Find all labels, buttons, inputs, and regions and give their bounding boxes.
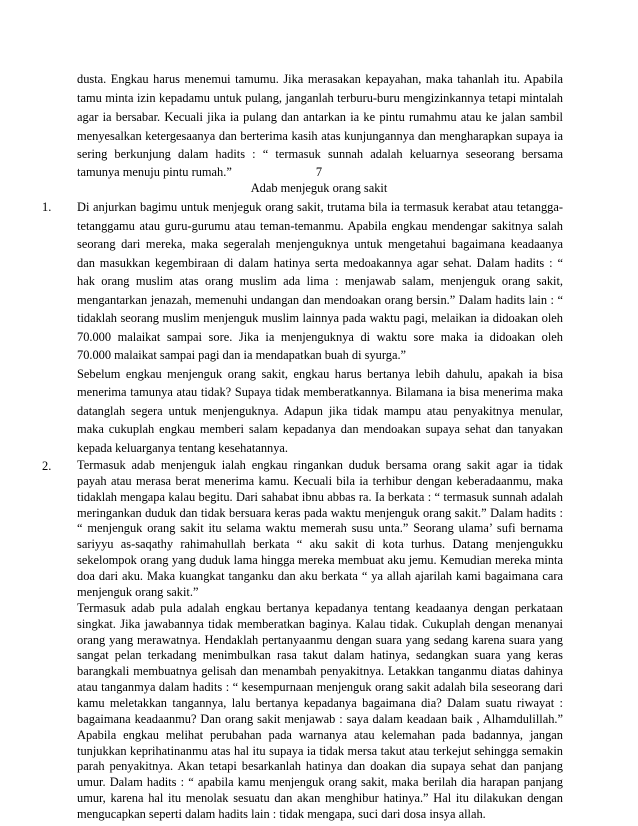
item1-line-4: dan masukkan kegembiraan di dalam hatinya serta medoakannya agar sehat. Dalam hadits : “ bbox=[77, 256, 563, 270]
intro-line-3: agar ia bersabar. Kecuali jika ia pulang dan antarkan ia ke pintu rumahmu atau ke jalan sambil bbox=[77, 110, 563, 124]
item2-line-22: umur, karena hal itu menolak sesuatu dan akan menghibur hatinya.” Hal itu dilakukan dengan bbox=[77, 791, 563, 805]
item2-line-16: kamu meletakkan tangannya, lalu bertanya kepadanya bagaimana dia? Dalam suatu riwayat : bbox=[77, 696, 563, 710]
item2-line-3: tidaklah mengapa kalau begitu. Dari sahabat ibnu abbas ra. Ia berkata : “ termasuk sunnah adalah bbox=[77, 490, 563, 504]
item1-line-13: maka cukuplah engkau memberi salam kepadanya dan mendoakan supaya sehat dan tanyakan bbox=[77, 422, 563, 436]
item2-line-15: atau tanganmya dalam hadits : “ kesempurnaan menjenguk orang sakit adalah bila seseorang dari bbox=[77, 680, 563, 694]
item1-line-12: datanglah segera untuk menjenguknya. Adapun jika tidak mampu atau penyakitnya menular, bbox=[77, 404, 563, 418]
item1-line-9: 70.000 malaikat sampai pagi dan ia mendapatkan buah di syurga.” bbox=[77, 348, 407, 362]
intro-line-2: tamu minta izin kepadamu untuk pulang, janganlah terburu-buru mengizinkannya tetapi mintalah bbox=[77, 91, 563, 105]
item1-line-10: Sebelum engkau menjenguk orang sakit, engkau harus bertanya lebih dahulu, apakah ia bisa bbox=[77, 367, 563, 381]
item2-line-13: sangat pelan terkadang menimbulkan rasa takut dalam hatinya, sedangkan suara yang keras bbox=[77, 648, 563, 662]
item2-line-5: “ menjenguk orang sakit itu selama waktu memerah susu unta.” Seorang ulama’ sufi bernama bbox=[77, 521, 563, 535]
intro-line-4: menyesalkan ketergesaanya dan berterima kasih atas kunjungannya dan mengharapkan supaya ia bbox=[77, 129, 563, 143]
item1-line-1: Di anjurkan bagimu untuk menjeguk orang sakit, trutama bila ia termasuk kerabat atau tetangga- bbox=[77, 200, 563, 214]
item2-line-1: Termasuk adab menjenguk ialah engkau ringankan duduk bersama orang sakit agar ia tidak bbox=[77, 458, 563, 472]
item2-line-8: doa dari aku. Maka kuangkat tanganku dan aku berkata “ ya allah ajarilah kami bagaimana cara bbox=[77, 569, 563, 583]
item2-line-21: umur. Dalam hadits : “ apabila kamu menjenguk orang sakit, maka berilah dia harapan panjang bbox=[77, 775, 563, 789]
item2-line-11: singkat. Jika jawabannya tidak memberatkan baginya. Kalau tidak. Cukuplah dengan menanyai bbox=[77, 617, 563, 631]
item1-line-8: 70.000 malaikat sampai sore. Jika ia menjenguknya di waktu sore maka ia didoakan oleh bbox=[77, 330, 563, 344]
intro-line-1: dusta. Engkau harus menemui tamumu. Jika merasakan kepayahan, maka tahanlah itu. Apabila bbox=[77, 72, 563, 86]
item2-line-23: mengucapkan seperti dalam hadits lain : tidak mengapa, suci dari dosa insya allah. bbox=[77, 807, 486, 821]
section-title: Adab menjeguk orang sakit bbox=[250, 181, 388, 195]
item1-line-14: kepada keluarganya tentang kesehatannya. bbox=[77, 441, 289, 455]
item1-line-3: seorang dari mereka, maka segeralah menjenguknya untuk mengetahui bagaimana keadaanya bbox=[77, 237, 563, 251]
item2-line-20: parah penyakitnya. Akan tetapi besarkanlah hatinya dan doakan dia supaya sehat dan panjang bbox=[77, 759, 563, 773]
item2-line-6: sariyyu as-saqathy rahimahullah berkata “ aku sakit di kota turhus. Datang menjengukku bbox=[77, 537, 563, 551]
list-number-2: 2. bbox=[42, 459, 52, 473]
item1-line-2: tetanggamu atau guru-gurumu atau teman-temanmu. Apabila engkau mendengar sakitnya salah bbox=[77, 219, 563, 233]
list-number-1: 1. bbox=[42, 200, 52, 214]
item2-line-19: tunjukkan keprihatinanmu atas hal itu supaya ia tidak mersa takut atau terkejut sehingga semakin bbox=[77, 744, 563, 758]
item2-line-12: orang yang merawatnya. Hendaklah pertanyaanmu dengan suara yang sedang karena suara yang bbox=[77, 633, 563, 647]
item1-line-11: menerima tamunya atau tidak? Supaya tidak memberatkannya. Bilamana ia bisa menerima maka bbox=[77, 385, 563, 399]
item2-line-9: menjenguk orang sakit.” bbox=[77, 585, 199, 599]
item1-line-6: mengantarkan jenazah, memenuhi undangan dan mendoakan orang bersin.” Dalam hadits lain : “ bbox=[77, 293, 563, 307]
item2-line-7: sekelompok orang yang duduk lama hingga mereka membuat aku jemu. Kemudian mereka minta bbox=[77, 553, 563, 567]
item2-line-17: bagaimana keadaanmu? Dan orang sakit menjawab : saya dalam keadaan baik , Alhamdulillah.” bbox=[77, 712, 563, 726]
page-number: 7 bbox=[315, 165, 323, 179]
item2-line-2: payah atau merasa berat menerima kamu. Kecuali bila ia terhibur dengan keberadaanmu, maka bbox=[77, 474, 563, 488]
item2-line-10: Termasuk adab pula adalah engkau bertanya kepadanya tentang keadaanya dengan perkataan bbox=[77, 601, 563, 615]
item2-line-18: Apabila engkau melihat perubahan pada warnanya atau kelemahan pada badannya, jangan bbox=[77, 728, 563, 742]
intro-line-5: sering berkunjung dalam hadits : “ termasuk sunnah adalah keluarnya seseorang bersama bbox=[77, 147, 563, 161]
item2-line-14: barangkali membuatnya gelisah dan menambah penyakitnya. Letakkan tanganmu diatas dahinya bbox=[77, 664, 563, 678]
item2-line-4: meringankan duduk dan tidak bersuara keras pada waktu menjenguk orang sakit.” Dalam hadits : bbox=[77, 506, 563, 520]
intro-line-6: tamunya menuju pintu rumah.” bbox=[77, 165, 232, 179]
item1-line-5: hak orang muslim atas orang muslim ada lima : menjawab salam, menjenguk orang sakit, bbox=[77, 274, 563, 288]
item1-line-7: tidaklah seorang muslim menjenguk muslim lainnya pada waktu pagi, melaikan ia didoakan oleh bbox=[77, 311, 563, 325]
